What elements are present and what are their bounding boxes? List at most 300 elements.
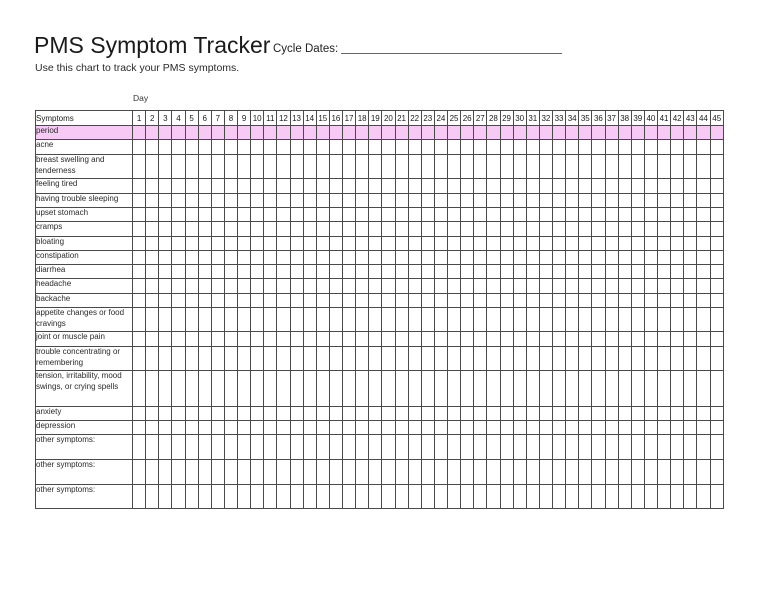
day-cell[interactable] xyxy=(185,237,198,251)
day-cell[interactable] xyxy=(710,308,724,332)
day-cell[interactable] xyxy=(671,194,684,208)
day-cell[interactable] xyxy=(198,347,211,371)
day-cell[interactable] xyxy=(290,332,303,347)
day-cell[interactable] xyxy=(421,421,434,435)
day-cell[interactable] xyxy=(434,435,447,460)
day-cell[interactable] xyxy=(671,251,684,265)
day-cell[interactable] xyxy=(474,222,487,237)
day-cell[interactable] xyxy=(605,126,618,140)
day-cell[interactable] xyxy=(172,421,185,435)
day-cell[interactable] xyxy=(382,237,395,251)
day-cell[interactable] xyxy=(697,251,710,265)
day-cell[interactable] xyxy=(211,308,224,332)
day-cell[interactable] xyxy=(172,308,185,332)
day-cell[interactable] xyxy=(198,308,211,332)
day-cell[interactable] xyxy=(329,485,342,509)
day-cell[interactable] xyxy=(421,126,434,140)
day-cell[interactable] xyxy=(658,208,671,222)
day-cell[interactable] xyxy=(316,126,329,140)
day-cell[interactable] xyxy=(159,126,172,140)
day-cell[interactable] xyxy=(329,332,342,347)
day-cell[interactable] xyxy=(448,237,461,251)
day-cell[interactable] xyxy=(395,222,408,237)
day-cell[interactable] xyxy=(277,308,290,332)
day-cell[interactable] xyxy=(526,421,539,435)
day-cell[interactable] xyxy=(172,435,185,460)
day-cell[interactable] xyxy=(500,265,513,279)
day-cell[interactable] xyxy=(474,265,487,279)
day-cell[interactable] xyxy=(434,421,447,435)
day-cell[interactable] xyxy=(671,485,684,509)
day-cell[interactable] xyxy=(224,294,237,308)
day-cell[interactable] xyxy=(382,208,395,222)
day-cell[interactable] xyxy=(172,179,185,194)
day-cell[interactable] xyxy=(448,294,461,308)
day-cell[interactable] xyxy=(290,347,303,371)
day-cell[interactable] xyxy=(356,308,369,332)
day-cell[interactable] xyxy=(579,421,592,435)
day-cell[interactable] xyxy=(211,179,224,194)
day-cell[interactable] xyxy=(303,407,316,421)
day-cell[interactable] xyxy=(133,371,146,407)
day-cell[interactable] xyxy=(697,435,710,460)
day-cell[interactable] xyxy=(133,308,146,332)
day-cell[interactable] xyxy=(369,460,382,485)
day-cell[interactable] xyxy=(238,155,251,179)
day-cell[interactable] xyxy=(566,407,579,421)
day-cell[interactable] xyxy=(513,237,526,251)
day-cell[interactable] xyxy=(566,347,579,371)
day-cell[interactable] xyxy=(238,371,251,407)
day-cell[interactable] xyxy=(356,485,369,509)
day-cell[interactable] xyxy=(566,155,579,179)
day-cell[interactable] xyxy=(421,460,434,485)
day-cell[interactable] xyxy=(644,237,657,251)
day-cell[interactable] xyxy=(513,435,526,460)
day-cell[interactable] xyxy=(539,308,552,332)
day-cell[interactable] xyxy=(697,347,710,371)
day-cell[interactable] xyxy=(238,140,251,155)
day-cell[interactable] xyxy=(146,294,159,308)
day-cell[interactable] xyxy=(605,407,618,421)
day-cell[interactable] xyxy=(448,222,461,237)
day-cell[interactable] xyxy=(605,265,618,279)
day-cell[interactable] xyxy=(434,347,447,371)
day-cell[interactable] xyxy=(448,251,461,265)
day-cell[interactable] xyxy=(356,179,369,194)
day-cell[interactable] xyxy=(264,435,277,460)
day-cell[interactable] xyxy=(592,194,605,208)
day-cell[interactable] xyxy=(251,208,264,222)
day-cell[interactable] xyxy=(421,371,434,407)
day-cell[interactable] xyxy=(329,251,342,265)
day-cell[interactable] xyxy=(513,294,526,308)
day-cell[interactable] xyxy=(448,347,461,371)
day-cell[interactable] xyxy=(671,294,684,308)
day-cell[interactable] xyxy=(277,237,290,251)
day-cell[interactable] xyxy=(592,371,605,407)
day-cell[interactable] xyxy=(277,435,290,460)
day-cell[interactable] xyxy=(172,155,185,179)
day-cell[interactable] xyxy=(684,222,697,237)
day-cell[interactable] xyxy=(172,332,185,347)
day-cell[interactable] xyxy=(343,237,356,251)
day-cell[interactable] xyxy=(316,237,329,251)
day-cell[interactable] xyxy=(526,347,539,371)
day-cell[interactable] xyxy=(474,140,487,155)
day-cell[interactable] xyxy=(369,251,382,265)
day-cell[interactable] xyxy=(697,407,710,421)
day-cell[interactable] xyxy=(697,222,710,237)
day-cell[interactable] xyxy=(303,435,316,460)
day-cell[interactable] xyxy=(185,279,198,294)
day-cell[interactable] xyxy=(658,237,671,251)
day-cell[interactable] xyxy=(251,371,264,407)
day-cell[interactable] xyxy=(684,265,697,279)
day-cell[interactable] xyxy=(526,407,539,421)
day-cell[interactable] xyxy=(605,279,618,294)
day-cell[interactable] xyxy=(461,251,474,265)
day-cell[interactable] xyxy=(684,208,697,222)
day-cell[interactable] xyxy=(671,332,684,347)
day-cell[interactable] xyxy=(369,126,382,140)
day-cell[interactable] xyxy=(133,140,146,155)
day-cell[interactable] xyxy=(185,435,198,460)
day-cell[interactable] xyxy=(566,222,579,237)
day-cell[interactable] xyxy=(159,435,172,460)
day-cell[interactable] xyxy=(290,126,303,140)
day-cell[interactable] xyxy=(356,347,369,371)
day-cell[interactable] xyxy=(644,407,657,421)
day-cell[interactable] xyxy=(658,407,671,421)
day-cell[interactable] xyxy=(382,421,395,435)
day-cell[interactable] xyxy=(526,237,539,251)
day-cell[interactable] xyxy=(434,279,447,294)
day-cell[interactable] xyxy=(238,194,251,208)
day-cell[interactable] xyxy=(671,140,684,155)
day-cell[interactable] xyxy=(395,251,408,265)
day-cell[interactable] xyxy=(264,279,277,294)
day-cell[interactable] xyxy=(185,332,198,347)
day-cell[interactable] xyxy=(618,308,631,332)
day-cell[interactable] xyxy=(644,251,657,265)
day-cell[interactable] xyxy=(329,308,342,332)
day-cell[interactable] xyxy=(579,126,592,140)
day-cell[interactable] xyxy=(487,155,500,179)
day-cell[interactable] xyxy=(421,251,434,265)
day-cell[interactable] xyxy=(710,485,724,509)
day-cell[interactable] xyxy=(539,194,552,208)
day-cell[interactable] xyxy=(343,485,356,509)
day-cell[interactable] xyxy=(264,485,277,509)
day-cell[interactable] xyxy=(211,371,224,407)
day-cell[interactable] xyxy=(644,485,657,509)
day-cell[interactable] xyxy=(421,208,434,222)
day-cell[interactable] xyxy=(566,237,579,251)
day-cell[interactable] xyxy=(224,140,237,155)
day-cell[interactable] xyxy=(684,485,697,509)
day-cell[interactable] xyxy=(513,279,526,294)
day-cell[interactable] xyxy=(631,407,644,421)
day-cell[interactable] xyxy=(290,460,303,485)
day-cell[interactable] xyxy=(211,279,224,294)
day-cell[interactable] xyxy=(579,347,592,371)
day-cell[interactable] xyxy=(264,208,277,222)
day-cell[interactable] xyxy=(343,332,356,347)
day-cell[interactable] xyxy=(697,140,710,155)
day-cell[interactable] xyxy=(198,140,211,155)
day-cell[interactable] xyxy=(553,485,566,509)
day-cell[interactable] xyxy=(631,179,644,194)
day-cell[interactable] xyxy=(382,485,395,509)
day-cell[interactable] xyxy=(500,222,513,237)
day-cell[interactable] xyxy=(553,208,566,222)
day-cell[interactable] xyxy=(644,347,657,371)
day-cell[interactable] xyxy=(421,155,434,179)
day-cell[interactable] xyxy=(644,194,657,208)
day-cell[interactable] xyxy=(592,460,605,485)
day-cell[interactable] xyxy=(329,435,342,460)
day-cell[interactable] xyxy=(487,332,500,347)
day-cell[interactable] xyxy=(500,332,513,347)
day-cell[interactable] xyxy=(198,155,211,179)
day-cell[interactable] xyxy=(356,265,369,279)
day-cell[interactable] xyxy=(211,237,224,251)
day-cell[interactable] xyxy=(592,140,605,155)
day-cell[interactable] xyxy=(356,371,369,407)
day-cell[interactable] xyxy=(539,435,552,460)
day-cell[interactable] xyxy=(566,371,579,407)
day-cell[interactable] xyxy=(631,460,644,485)
day-cell[interactable] xyxy=(644,294,657,308)
day-cell[interactable] xyxy=(290,237,303,251)
day-cell[interactable] xyxy=(566,435,579,460)
day-cell[interactable] xyxy=(697,460,710,485)
day-cell[interactable] xyxy=(408,308,421,332)
day-cell[interactable] xyxy=(382,332,395,347)
day-cell[interactable] xyxy=(356,194,369,208)
day-cell[interactable] xyxy=(631,371,644,407)
day-cell[interactable] xyxy=(434,251,447,265)
day-cell[interactable] xyxy=(264,126,277,140)
day-cell[interactable] xyxy=(277,347,290,371)
day-cell[interactable] xyxy=(474,251,487,265)
day-cell[interactable] xyxy=(658,485,671,509)
day-cell[interactable] xyxy=(710,371,724,407)
day-cell[interactable] xyxy=(434,140,447,155)
day-cell[interactable] xyxy=(329,194,342,208)
day-cell[interactable] xyxy=(461,237,474,251)
day-cell[interactable] xyxy=(382,347,395,371)
day-cell[interactable] xyxy=(618,265,631,279)
day-cell[interactable] xyxy=(421,237,434,251)
day-cell[interactable] xyxy=(513,126,526,140)
day-cell[interactable] xyxy=(658,279,671,294)
day-cell[interactable] xyxy=(684,126,697,140)
day-cell[interactable] xyxy=(185,485,198,509)
day-cell[interactable] xyxy=(251,194,264,208)
day-cell[interactable] xyxy=(539,222,552,237)
day-cell[interactable] xyxy=(146,140,159,155)
day-cell[interactable] xyxy=(395,208,408,222)
day-cell[interactable] xyxy=(539,237,552,251)
day-cell[interactable] xyxy=(579,485,592,509)
day-cell[interactable] xyxy=(343,194,356,208)
day-cell[interactable] xyxy=(566,332,579,347)
day-cell[interactable] xyxy=(644,308,657,332)
day-cell[interactable] xyxy=(264,308,277,332)
day-cell[interactable] xyxy=(500,126,513,140)
day-cell[interactable] xyxy=(474,332,487,347)
day-cell[interactable] xyxy=(382,251,395,265)
day-cell[interactable] xyxy=(172,208,185,222)
day-cell[interactable] xyxy=(251,332,264,347)
day-cell[interactable] xyxy=(448,194,461,208)
day-cell[interactable] xyxy=(474,126,487,140)
day-cell[interactable] xyxy=(644,179,657,194)
day-cell[interactable] xyxy=(382,279,395,294)
day-cell[interactable] xyxy=(224,332,237,347)
day-cell[interactable] xyxy=(448,265,461,279)
day-cell[interactable] xyxy=(356,155,369,179)
day-cell[interactable] xyxy=(592,407,605,421)
day-cell[interactable] xyxy=(343,421,356,435)
day-cell[interactable] xyxy=(526,194,539,208)
day-cell[interactable] xyxy=(513,485,526,509)
day-cell[interactable] xyxy=(251,251,264,265)
day-cell[interactable] xyxy=(146,332,159,347)
day-cell[interactable] xyxy=(487,140,500,155)
day-cell[interactable] xyxy=(133,279,146,294)
day-cell[interactable] xyxy=(224,421,237,435)
day-cell[interactable] xyxy=(684,407,697,421)
day-cell[interactable] xyxy=(303,485,316,509)
day-cell[interactable] xyxy=(421,265,434,279)
day-cell[interactable] xyxy=(211,294,224,308)
day-cell[interactable] xyxy=(421,140,434,155)
day-cell[interactable] xyxy=(329,371,342,407)
day-cell[interactable] xyxy=(421,294,434,308)
day-cell[interactable] xyxy=(290,222,303,237)
day-cell[interactable] xyxy=(159,140,172,155)
day-cell[interactable] xyxy=(408,421,421,435)
day-cell[interactable] xyxy=(553,421,566,435)
day-cell[interactable] xyxy=(618,294,631,308)
day-cell[interactable] xyxy=(579,407,592,421)
day-cell[interactable] xyxy=(356,421,369,435)
day-cell[interactable] xyxy=(264,332,277,347)
day-cell[interactable] xyxy=(329,237,342,251)
day-cell[interactable] xyxy=(684,251,697,265)
day-cell[interactable] xyxy=(316,332,329,347)
day-cell[interactable] xyxy=(474,435,487,460)
day-cell[interactable] xyxy=(211,347,224,371)
day-cell[interactable] xyxy=(159,371,172,407)
day-cell[interactable] xyxy=(172,126,185,140)
day-cell[interactable] xyxy=(500,308,513,332)
day-cell[interactable] xyxy=(238,460,251,485)
day-cell[interactable] xyxy=(185,140,198,155)
day-cell[interactable] xyxy=(697,308,710,332)
day-cell[interactable] xyxy=(395,485,408,509)
day-cell[interactable] xyxy=(658,155,671,179)
day-cell[interactable] xyxy=(224,222,237,237)
day-cell[interactable] xyxy=(434,126,447,140)
day-cell[interactable] xyxy=(382,265,395,279)
day-cell[interactable] xyxy=(395,179,408,194)
day-cell[interactable] xyxy=(382,435,395,460)
day-cell[interactable] xyxy=(553,179,566,194)
day-cell[interactable] xyxy=(224,155,237,179)
day-cell[interactable] xyxy=(133,126,146,140)
day-cell[interactable] xyxy=(513,332,526,347)
day-cell[interactable] xyxy=(146,421,159,435)
day-cell[interactable] xyxy=(487,435,500,460)
day-cell[interactable] xyxy=(238,485,251,509)
day-cell[interactable] xyxy=(264,460,277,485)
day-cell[interactable] xyxy=(251,421,264,435)
day-cell[interactable] xyxy=(251,460,264,485)
day-cell[interactable] xyxy=(461,222,474,237)
day-cell[interactable] xyxy=(710,179,724,194)
day-cell[interactable] xyxy=(566,279,579,294)
day-cell[interactable] xyxy=(461,421,474,435)
day-cell[interactable] xyxy=(408,371,421,407)
day-cell[interactable] xyxy=(461,279,474,294)
day-cell[interactable] xyxy=(172,194,185,208)
day-cell[interactable] xyxy=(277,126,290,140)
day-cell[interactable] xyxy=(500,237,513,251)
day-cell[interactable] xyxy=(224,265,237,279)
day-cell[interactable] xyxy=(513,265,526,279)
day-cell[interactable] xyxy=(316,435,329,460)
day-cell[interactable] xyxy=(618,208,631,222)
day-cell[interactable] xyxy=(671,126,684,140)
day-cell[interactable] xyxy=(211,332,224,347)
day-cell[interactable] xyxy=(434,155,447,179)
day-cell[interactable] xyxy=(238,279,251,294)
day-cell[interactable] xyxy=(146,460,159,485)
day-cell[interactable] xyxy=(618,179,631,194)
day-cell[interactable] xyxy=(526,126,539,140)
day-cell[interactable] xyxy=(592,347,605,371)
day-cell[interactable] xyxy=(526,371,539,407)
day-cell[interactable] xyxy=(605,347,618,371)
day-cell[interactable] xyxy=(251,179,264,194)
day-cell[interactable] xyxy=(566,194,579,208)
day-cell[interactable] xyxy=(343,460,356,485)
day-cell[interactable] xyxy=(198,194,211,208)
day-cell[interactable] xyxy=(185,308,198,332)
day-cell[interactable] xyxy=(159,347,172,371)
day-cell[interactable] xyxy=(264,222,277,237)
day-cell[interactable] xyxy=(343,155,356,179)
day-cell[interactable] xyxy=(434,407,447,421)
day-cell[interactable] xyxy=(277,179,290,194)
day-cell[interactable] xyxy=(382,308,395,332)
day-cell[interactable] xyxy=(198,279,211,294)
day-cell[interactable] xyxy=(539,460,552,485)
day-cell[interactable] xyxy=(146,237,159,251)
day-cell[interactable] xyxy=(238,435,251,460)
day-cell[interactable] xyxy=(566,265,579,279)
day-cell[interactable] xyxy=(146,265,159,279)
day-cell[interactable] xyxy=(684,194,697,208)
day-cell[interactable] xyxy=(684,435,697,460)
day-cell[interactable] xyxy=(487,222,500,237)
day-cell[interactable] xyxy=(592,155,605,179)
day-cell[interactable] xyxy=(251,279,264,294)
